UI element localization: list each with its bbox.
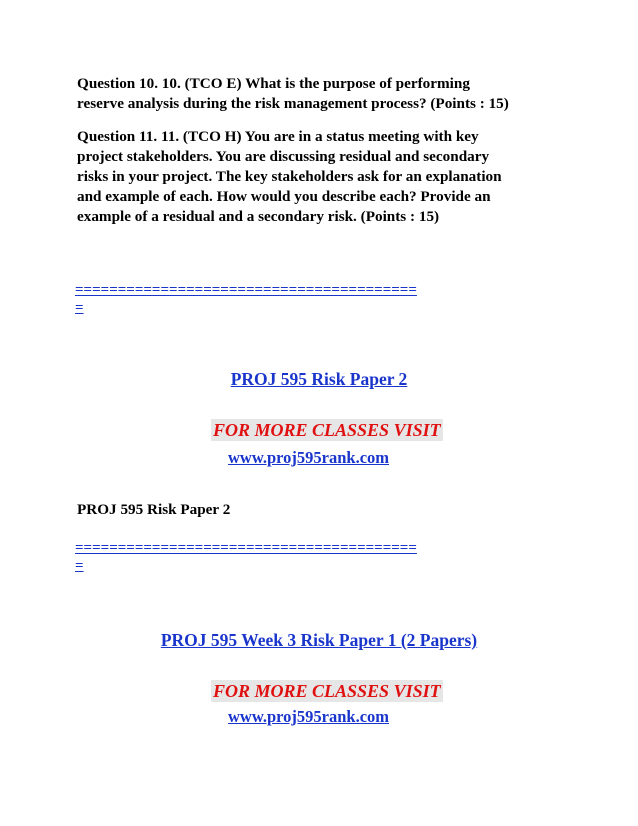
question-11: [77, 127, 577, 227]
separator-line-end[interactable]: =: [75, 558, 84, 574]
question-11-line-5: example of a residual and a secondary risk. (Points : 15): [77, 208, 440, 225]
separator-line-end[interactable]: =: [75, 300, 84, 316]
week-3-risk-paper-link[interactable]: PROJ 595 Week 3 Risk Paper 1 (2 Papers): [160, 630, 478, 650]
separator-link-1[interactable]: [75, 281, 575, 317]
site-link[interactable]: www.proj595rank.com: [228, 707, 390, 726]
question-11-line-4: and example of each. How would you describe each? Provide an: [77, 188, 491, 205]
risk-paper-2-heading: PROJ 595 Risk Paper 2: [77, 501, 231, 518]
more-classes-banner: FOR MORE CLASSES VISIT: [213, 420, 441, 440]
question-11-line-2: project stakeholders. You are discussing residual and secondary: [77, 148, 490, 165]
question-11-line-3: risks in your project. The key stakeholders ask for an explanation: [77, 168, 502, 185]
separator-line[interactable]: ========================================: [75, 282, 417, 298]
site-link[interactable]: www.proj595rank.com: [228, 448, 390, 467]
question-10-line-1: Question 10. 10. (TCO E) What is the purpose of performing: [77, 75, 470, 92]
question-11-line-1: Question 11. 11. (TCO H) You are in a status meeting with key: [77, 128, 479, 145]
separator-line[interactable]: ========================================: [75, 540, 417, 556]
question-10-line-2: reserve analysis during the risk management process? (Points : 15): [77, 95, 509, 112]
question-10: [77, 74, 577, 114]
more-classes-banner: FOR MORE CLASSES VISIT: [213, 681, 441, 701]
separator-link-2[interactable]: [75, 539, 575, 575]
risk-paper-2-link[interactable]: PROJ 595 Risk Paper 2: [230, 369, 408, 389]
